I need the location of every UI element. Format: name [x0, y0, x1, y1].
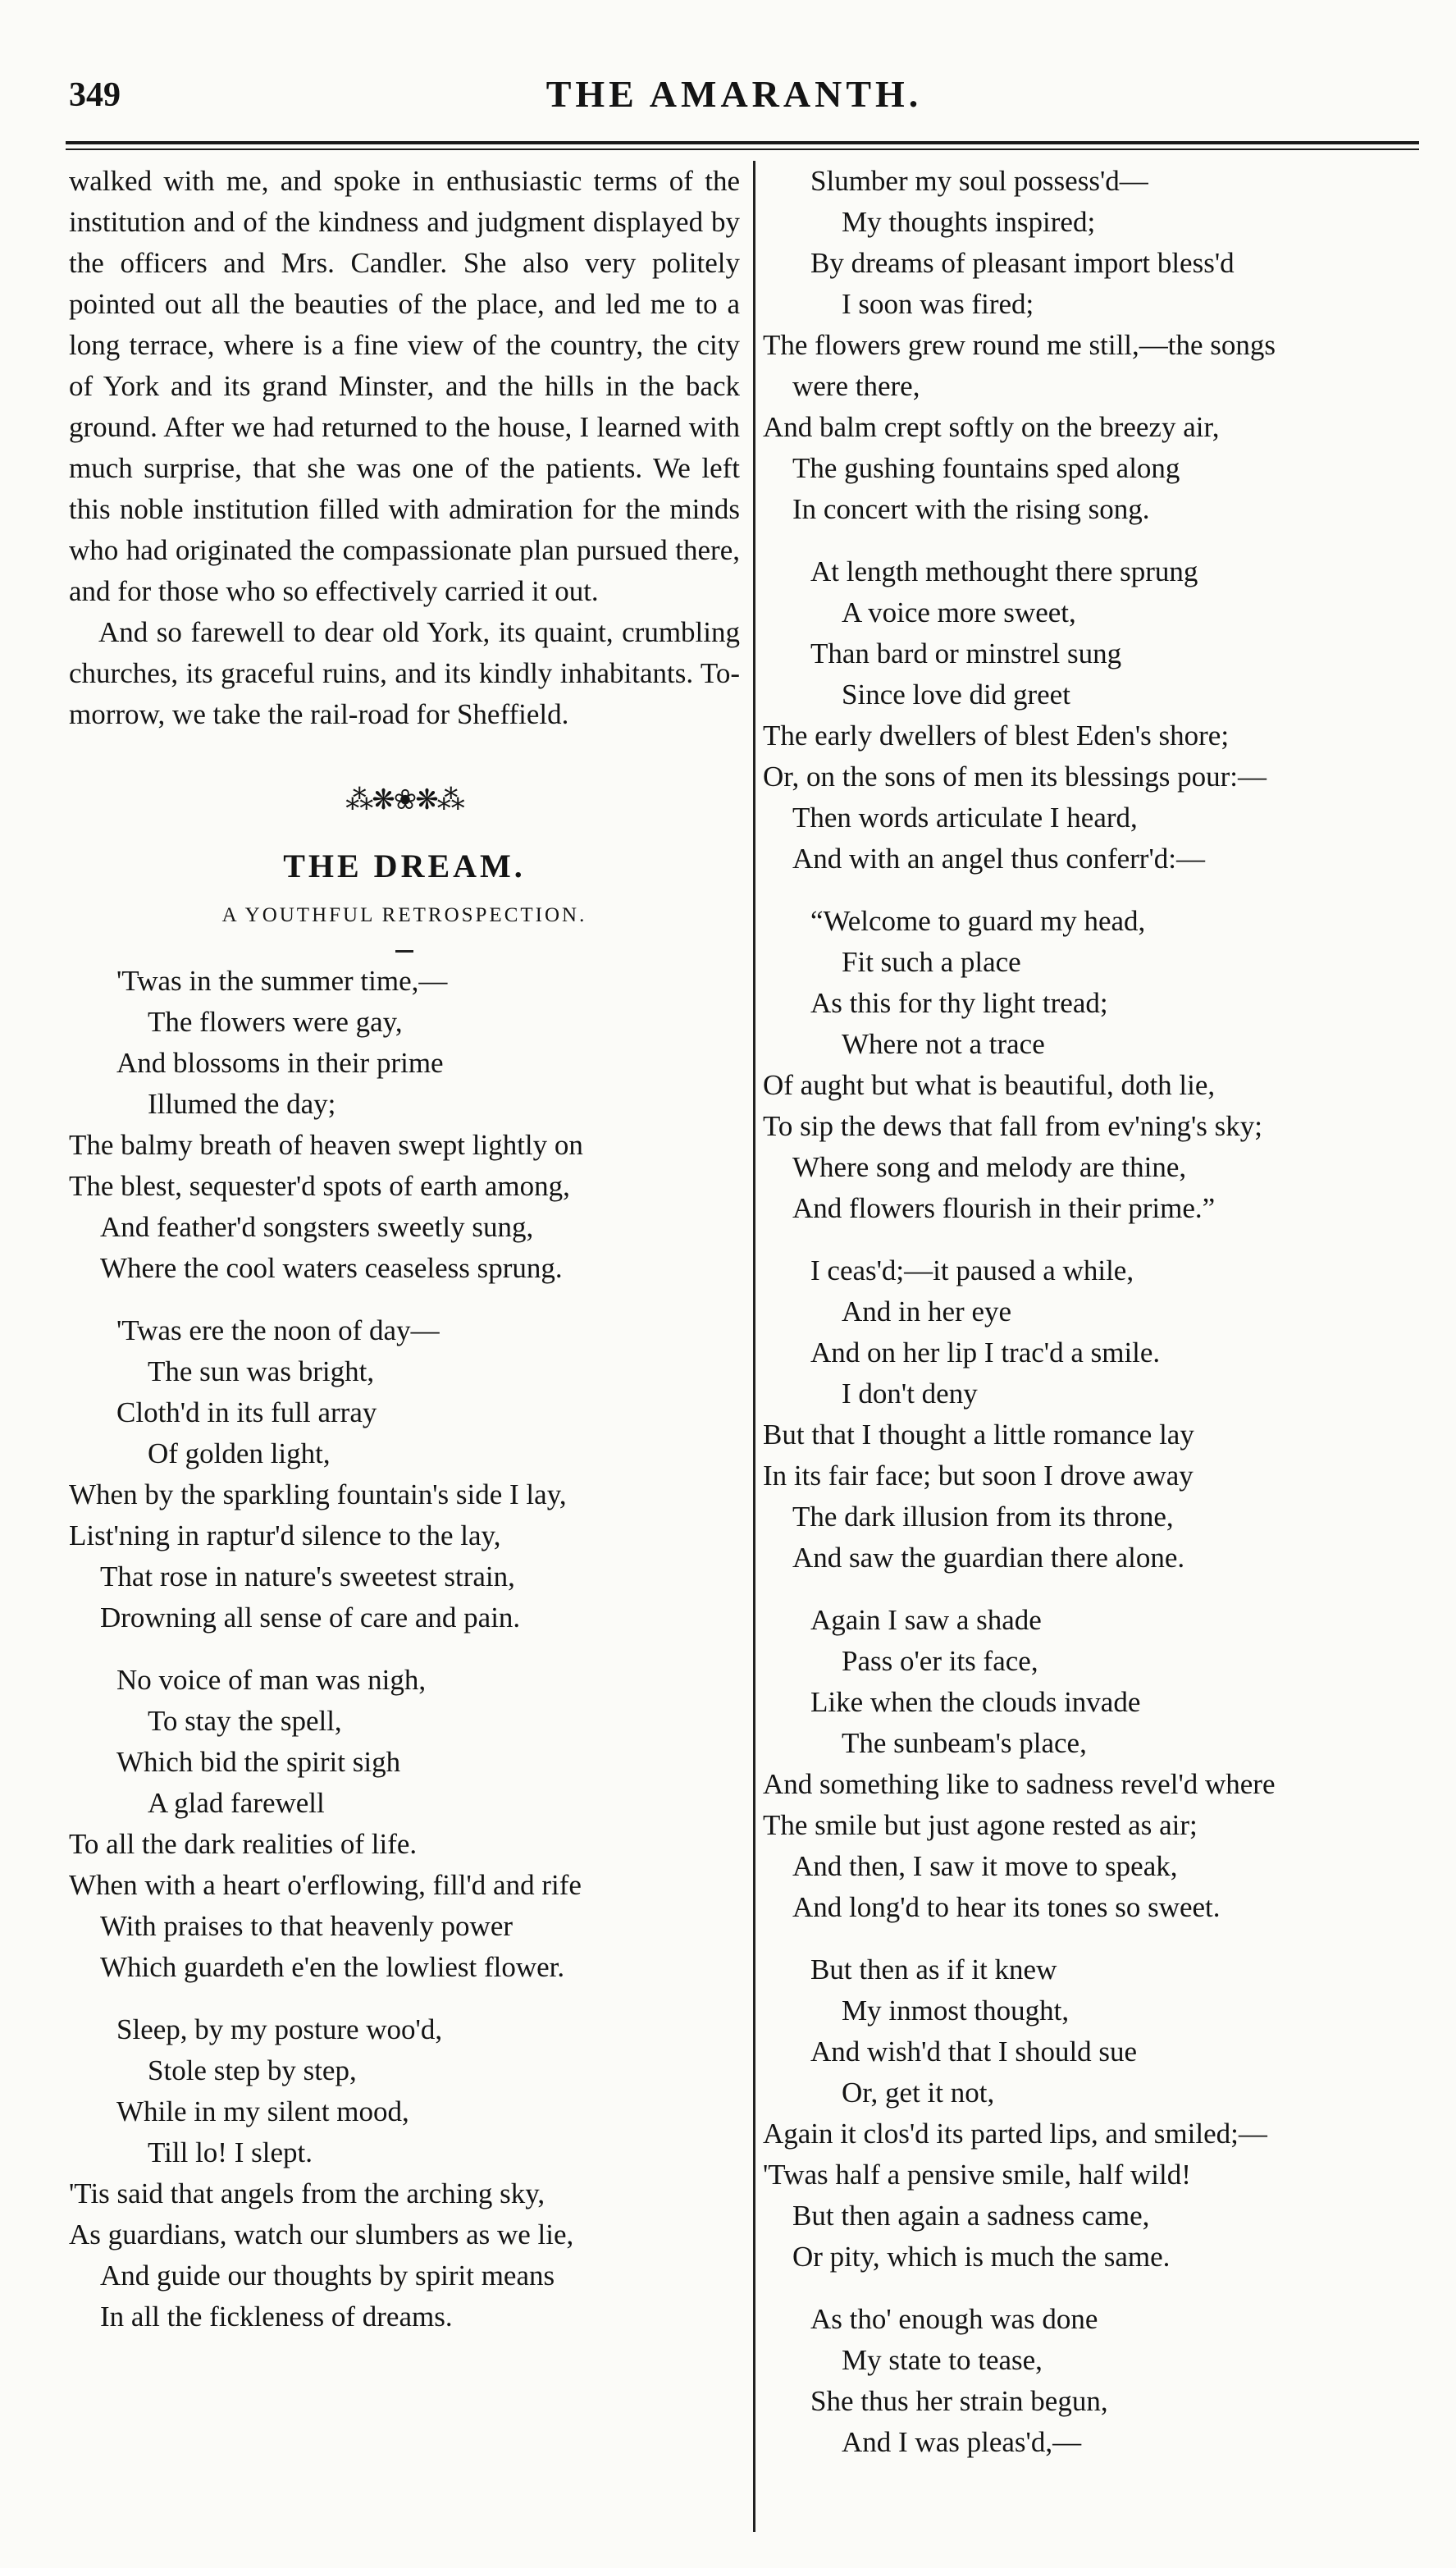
header-rule-thin: [66, 149, 1419, 150]
poem-stanza: [763, 161, 1431, 530]
poem-line: And then, I saw it move to speak,: [792, 1850, 1178, 1882]
poem-line: Since love did greet: [842, 679, 1070, 711]
poem-line: Then words articulate I heard,: [792, 802, 1138, 834]
poem-line: And with an angel thus conferr'd:—: [792, 843, 1205, 875]
poem-line: Illumed the day;: [148, 1088, 336, 1120]
prose-paragraph: walked with me, and spoke in enthusiastic terms of the institution and of the kindness and judgment displayed by the officers and Mrs. Candler. She also very politely pointed out all the beauties of the place, and led me to a long terrace, where is a fine view of the country, the city of York and its grand Minster, and the hills in the back ground. After we had returned to the house, I learned with much surprise, that she was one of the patients. We left this noble institution filled with admiration for the minds who had originated the compassionate plan pursued there, and for those who so effectively carried it out.: [69, 165, 740, 607]
poem-line: And guide our thoughts by spirit means: [100, 2260, 555, 2292]
poem-line: With praises to that heavenly power: [100, 1910, 513, 1942]
poem-stanza: [763, 1600, 1431, 1928]
page-header: [66, 72, 1403, 130]
poem-line: No voice of man was nigh,: [116, 1664, 427, 1696]
poem-left-part: [69, 961, 740, 2337]
poem-line: 'Twas half a pensive smile, half wild!: [763, 2159, 1191, 2191]
poem-line: A glad farewell: [148, 1787, 325, 1819]
poem-line: Slumber my soul possess'd—: [810, 165, 1148, 197]
poem-line: A voice more sweet,: [842, 596, 1076, 628]
poem-line: My inmost thought,: [842, 1995, 1070, 2027]
poem-line: That rose in nature's sweetest strain,: [100, 1560, 515, 1592]
poem-line: In all the fickleness of dreams.: [100, 2301, 453, 2333]
poem-line: I don't deny: [842, 1378, 978, 1410]
right-column: [763, 161, 1431, 2463]
poem-line: List'ning in raptur'd silence to the lay,: [69, 1519, 501, 1551]
poem-line: The balmy breath of heaven swept lightly on: [69, 1129, 583, 1161]
poem-line: 'Twas ere the noon of day—: [116, 1314, 440, 1346]
poem-title: THE DREAM.: [283, 848, 526, 884]
title-rule: [395, 950, 413, 953]
poem-line: But then again a sadness came,: [792, 2200, 1150, 2232]
poem-stanza: [69, 2009, 740, 2337]
poem-line: But then as if it knew: [810, 1953, 1057, 1985]
poem-line: Fit such a place: [842, 946, 1021, 978]
poem-line: While in my silent mood,: [116, 2095, 409, 2127]
poem-line: At length methought there sprung: [810, 555, 1198, 587]
poem-line: Till lo! I slept.: [148, 2136, 313, 2168]
poem-line: Where the cool waters ceaseless sprung.: [100, 1252, 563, 1284]
poem-line: To sip the dews that fall from ev'ning's sky;: [763, 1110, 1262, 1142]
poem-line: Or pity, which is much the same.: [792, 2241, 1171, 2273]
poem-line: To all the dark realities of life.: [69, 1828, 418, 1860]
poem-line: When with a heart o'erflowing, fill'd and rife: [69, 1869, 582, 1901]
poem-line: The blest, sequester'd spots of earth among,: [69, 1170, 570, 1202]
poem-line: Pass o'er its face,: [842, 1645, 1038, 1677]
poem-line: Of golden light,: [148, 1437, 331, 1469]
poem-line: She thus her strain begun,: [810, 2385, 1108, 2417]
poem-line: 'Tis said that angels from the arching sky,: [69, 2177, 545, 2209]
poem-line: Of aught but what is beautiful, doth lie,: [763, 1069, 1216, 1101]
running-title: THE AMARANTH.: [545, 73, 923, 115]
poem-line: Which bid the spirit sigh: [116, 1746, 401, 1778]
poem-line: Like when the clouds invade: [810, 1686, 1141, 1718]
poem-stanza: [69, 1310, 740, 1638]
header-rule-thick: [66, 141, 1419, 144]
poem-line: 'Twas in the summer time,—: [116, 965, 448, 997]
poem-line: As this for thy light tread;: [810, 987, 1108, 1019]
poem-line: The flowers grew round me still,—the songs: [763, 329, 1276, 361]
poem-line: And long'd to hear its tones so sweet.: [792, 1891, 1221, 1923]
poem-stanza: [763, 1250, 1431, 1579]
poem-stanza: [69, 1660, 740, 1988]
column-divider: [753, 161, 755, 2532]
poem-line: And in her eye: [842, 1295, 1012, 1327]
poem-line: And I was pleas'd,—: [842, 2426, 1082, 2458]
page-number: 349: [69, 76, 121, 114]
poem-line: Or, get it not,: [842, 2077, 995, 2109]
poem-line: The flowers were gay,: [148, 1006, 403, 1038]
poem-line: The early dwellers of blest Eden's shore;: [763, 720, 1230, 752]
poem-stanza: [763, 901, 1431, 1229]
left-column: [69, 161, 740, 2337]
poem-line: And saw the guardian there alone.: [792, 1542, 1185, 1574]
poem-stanza: [763, 551, 1431, 880]
poem-line: The smile but just agone rested as air;: [763, 1809, 1198, 1841]
poem-line: To stay the spell,: [148, 1705, 342, 1737]
poem-line: Stole step by step,: [148, 2054, 357, 2086]
poem-line: Cloth'd in its full array: [116, 1396, 377, 1428]
poem-line: Where not a trace: [842, 1028, 1045, 1060]
poem-line: Drowning all sense of care and pain.: [100, 1602, 521, 1634]
poem-line: Where song and melody are thine,: [792, 1151, 1187, 1183]
section-ornament: ⁂❋❀❋⁂: [345, 785, 463, 816]
poem-line: The dark illusion from its throne,: [792, 1501, 1174, 1533]
poem-line: I ceas'd;—it paused a while,: [810, 1254, 1134, 1286]
poem-line: Which guardeth e'en the lowliest flower.: [100, 1951, 565, 1983]
poem-line: In its fair face; but soon I drove away: [763, 1460, 1194, 1492]
poem-line: Or, on the sons of men its blessings pour:—: [763, 761, 1267, 793]
poem-subtitle: A YOUTHFUL RETROSPECTION.: [221, 904, 587, 926]
prose-paragraph: And so farewell to dear old York, its quaint, crumbling churches, its graceful ruins, and its kindly inhabitants. To-morrow, we take the rail-road for Sheffield.: [69, 616, 740, 730]
poem-line: Again I saw a shade: [810, 1604, 1042, 1636]
poem-line: As guardians, watch our slumbers as we lie,: [69, 2218, 574, 2250]
poem-line: My state to tease,: [842, 2344, 1043, 2376]
poem-line: When by the sparkling fountain's side I lay,: [69, 1478, 567, 1510]
poem-line: “Welcome to guard my head,: [810, 905, 1146, 937]
poem-line: As tho' enough was done: [810, 2303, 1098, 2335]
poem-line: were there,: [792, 370, 920, 402]
poem-line: My thoughts inspired;: [842, 206, 1096, 238]
poem-line: And feather'd songsters sweetly sung,: [100, 1211, 534, 1243]
poem-line: And balm crept softly on the breezy air,: [763, 411, 1220, 443]
poem-line: In concert with the rising song.: [792, 493, 1150, 525]
poem-line: Again it clos'd its parted lips, and smiled;—: [763, 2118, 1267, 2150]
poem-line: But that I thought a little romance lay: [763, 1419, 1194, 1451]
poem-line: And on her lip I trac'd a smile.: [810, 1337, 1161, 1369]
poem-line: The sunbeam's place,: [842, 1727, 1087, 1759]
poem-line: Sleep, by my posture woo'd,: [116, 2013, 443, 2045]
poem-line: I soon was fired;: [842, 288, 1034, 320]
poem-stanza: [69, 961, 740, 1289]
poem-line: The sun was bright,: [148, 1355, 375, 1387]
poem-line: And flowers flourish in their prime.”: [792, 1192, 1216, 1224]
poem-right-part: [763, 161, 1431, 2463]
poem-stanza: [763, 1949, 1431, 2278]
poem-line: And something like to sadness revel'd where: [763, 1768, 1276, 1800]
poem-line: And wish'd that I should sue: [810, 2036, 1138, 2068]
poem-line: And blossoms in their prime: [116, 1047, 444, 1079]
poem-line: Than bard or minstrel sung: [810, 637, 1122, 669]
article-prose: [69, 161, 740, 735]
poem-stanza: [763, 2299, 1431, 2463]
poem-line: By dreams of pleasant import bless'd: [810, 247, 1235, 279]
poem-line: The gushing fountains sped along: [792, 452, 1180, 484]
